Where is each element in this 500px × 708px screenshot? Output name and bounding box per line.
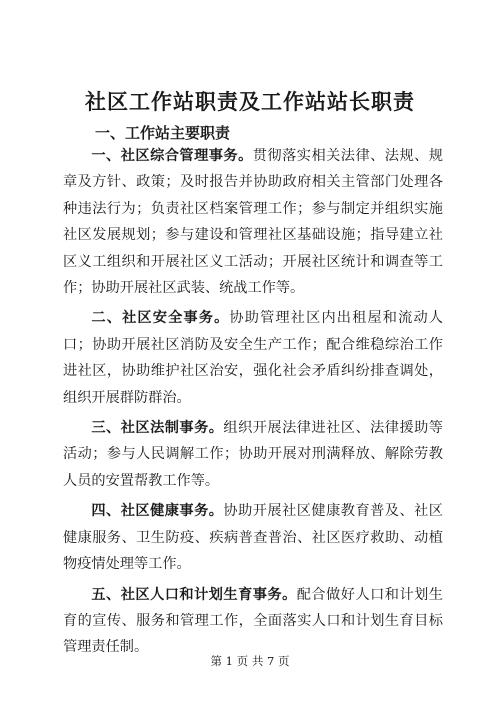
paragraph-lead: 一、社区综合管理事务。 xyxy=(91,148,253,164)
paragraph-text: 配合做好人口和计划生育的宣传、服务和管理工作，全面落实人口和计划生育目标管理责任制。 xyxy=(63,586,443,656)
paragraph-lead: 四、社区健康事务。 xyxy=(91,503,224,520)
document-title: 社区工作站职责及工作站站长职责 xyxy=(85,89,415,114)
paragraph-lead: 二、社区安全事务。 xyxy=(91,310,230,327)
paragraph-text: 协助开展社区健康教育普及、社区健康服务、卫生防疫、疾病普查普治、社区医疗救助、动植物疫情处理等工作。 xyxy=(63,503,443,573)
page-footer: 第 1 页 共 7 页 xyxy=(210,654,290,668)
paragraph-text: 贯彻落实相关法律、法规、规章及方针、政策；及时报告并协助政府相关主管部门处理各种违法行为；负责社区档案管理工作；参与制定并组织实施社区发展规划；参与建设和管理社区基础设施；指导建立社区义工组织和开展社区义工活动；开展社区统计和调查等工作；协助开展社区武装、统战工作等。 xyxy=(63,148,443,297)
paragraph-text: 组织开展法律进社区、法律援助等活动；参与人民调解工作；协助开展对刑满释放、解除劳教人员的安置帮教工作等。 xyxy=(63,420,443,489)
paragraph-health xyxy=(63,498,443,577)
paragraph-safety xyxy=(63,305,443,411)
paragraph-lead: 五、社区人口和计划生育事务。 xyxy=(91,586,297,603)
document-body xyxy=(63,143,443,665)
paragraph-lead: 三、社区法制事务。 xyxy=(91,420,224,437)
paragraph-population xyxy=(63,582,443,661)
paragraph-legal xyxy=(63,415,443,494)
paragraph-text: 协助管理社区内出租屋和流动人口；协助开展社区消防及安全生产工作；配合维稳综治工作进社区，协助维护社区治安，强化社会矛盾纠纷排查调处，组织开展群防群治。 xyxy=(63,310,443,406)
paragraph-comprehensive-management xyxy=(63,143,443,301)
section-heading: 一、工作站主要职责 xyxy=(95,124,231,142)
